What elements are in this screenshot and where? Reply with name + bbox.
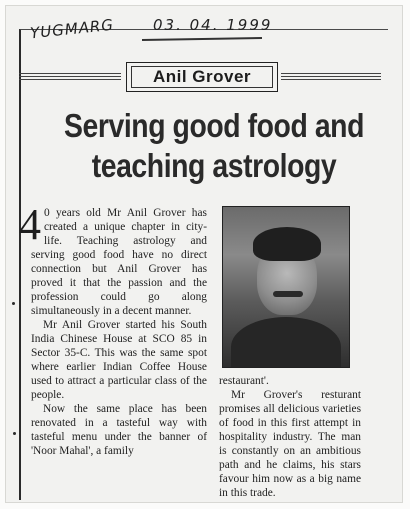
portrait-photo bbox=[222, 206, 350, 368]
handwritten-source: YUGMARG bbox=[29, 15, 115, 43]
right-column bbox=[219, 374, 361, 500]
photo-body bbox=[231, 317, 341, 368]
headline-line-2: teaching astrology bbox=[91, 147, 337, 184]
ink-speck bbox=[13, 432, 16, 435]
ink-speck bbox=[12, 302, 15, 305]
left-column bbox=[19, 200, 207, 458]
newspaper-clipping bbox=[5, 5, 403, 503]
paragraph-5: Mr Grover's resturant promises all delicious varieties of food in this first attempt in hospitality industry. The man is constantly on an ambitious path and he claims, his stars favour him now as a big name in this trade. bbox=[219, 389, 361, 499]
right-rule bbox=[281, 73, 381, 80]
headline bbox=[51, 106, 378, 186]
photo-hair bbox=[253, 227, 321, 261]
name-box bbox=[126, 62, 278, 92]
paragraph-4: restaurant'. bbox=[219, 375, 269, 387]
left-rule bbox=[19, 73, 121, 80]
paragraph-1-text: 0 years old Mr Anil Grover has created a unique chapter in city-life. Teaching astrology and serving good food have no direct connection but Anil Grover has proved it that the passion and the profession could go along simultaneously in a decent manner. bbox=[31, 207, 207, 317]
drop-cap: 4 bbox=[19, 200, 41, 249]
headline-line-1: Serving good food and bbox=[64, 107, 364, 144]
paragraph-2: Mr Anil Grover started his South India Chinese House at SCO 85 in Sector 35-C. This was the same spot where earlier Indian Coffee House used to attract a particular class of the people. bbox=[31, 319, 207, 401]
handwritten-date: 03. 04. 1999 bbox=[153, 16, 273, 34]
name-label: Anil Grover bbox=[131, 66, 273, 88]
paragraph-1 bbox=[19, 200, 207, 318]
photo-mustache bbox=[273, 291, 303, 297]
paragraph-3: Now the same place has been renovated in a tasteful way with tasteful menu under the banner of 'Noor Mahal', a family bbox=[31, 403, 207, 457]
